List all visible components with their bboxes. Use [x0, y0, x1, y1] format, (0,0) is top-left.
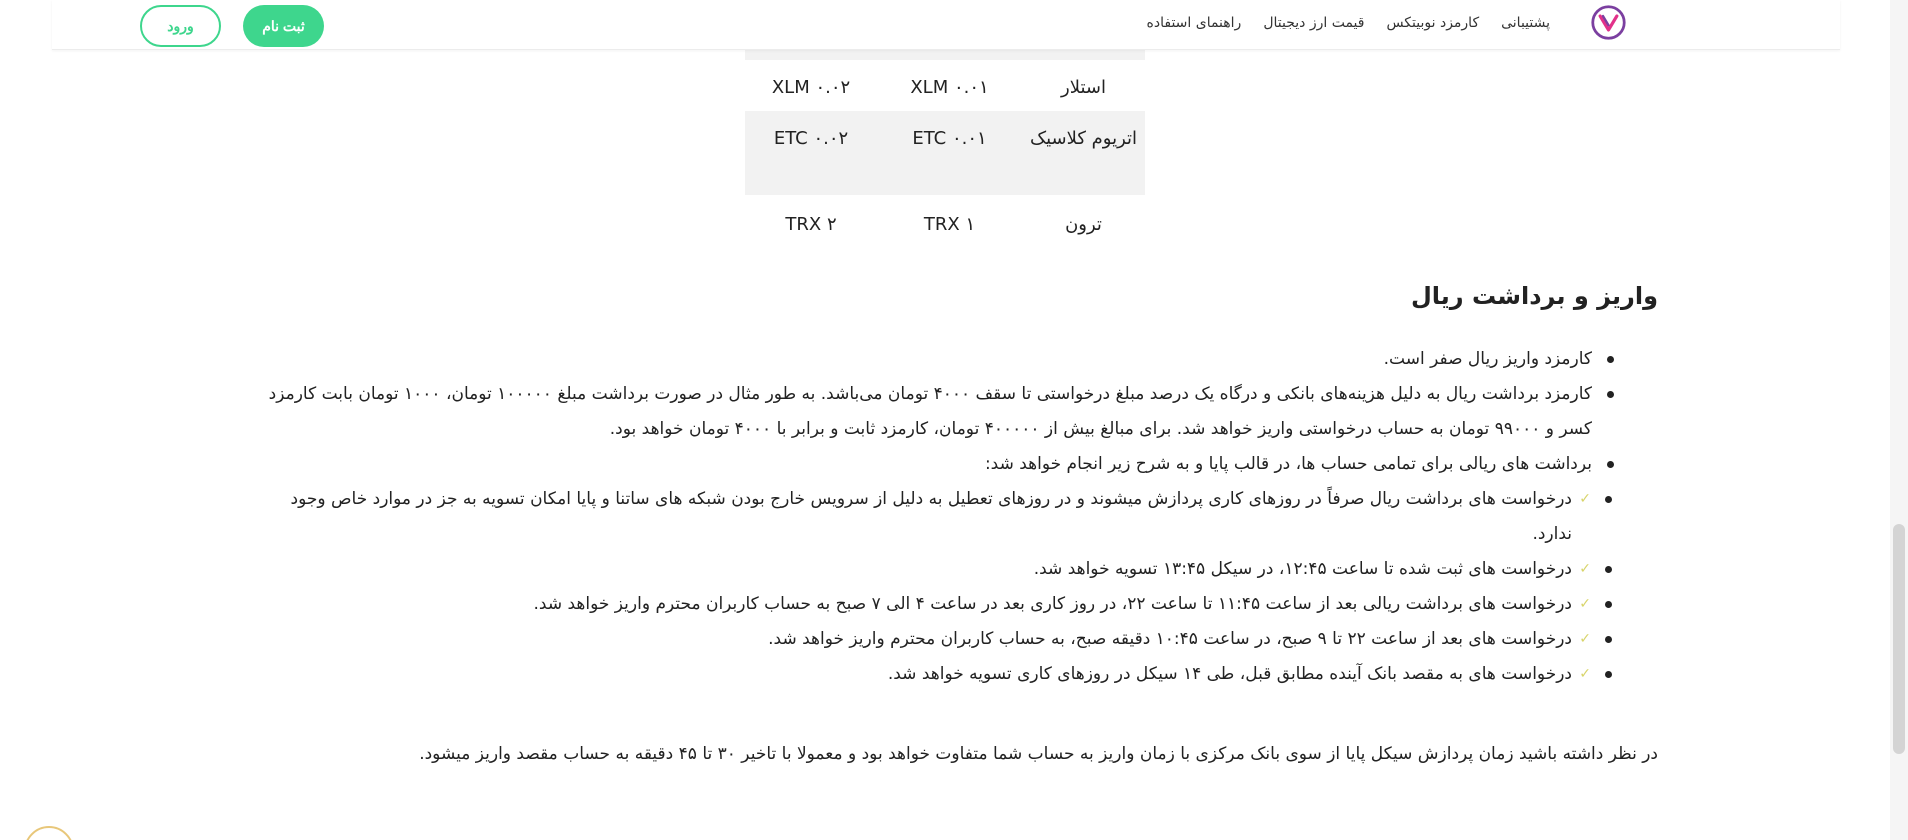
nav-item-guide[interactable]: راهنمای استفاده [1146, 15, 1242, 31]
min-fee-cell: ۰.۰۱ XLM [910, 77, 989, 98]
withdrawal-rules-list [268, 482, 1622, 692]
check-icon: ✓ [1579, 666, 1591, 682]
page-scrollbar[interactable] [1890, 0, 1908, 840]
section-title: واریز و برداشت ریال [1410, 282, 1658, 310]
coin-name-cell: اتریوم کلاسیک [1029, 128, 1138, 149]
list-item-text: درخواست های بعد از ساعت ۲۲ تا ۹ صبح، در ساعت ۱۰:۴۵ دقیقه صبح، به حساب کاربران محترم واریز خواهد شد. [768, 629, 1572, 649]
nobitex-logo-icon[interactable] [1590, 4, 1627, 41]
coin-name-cell: ترون [1065, 214, 1102, 235]
processing-note: در نظر داشته باشید زمان پردازش سیکل پایا از سوی بانک مرکزی با زمان واریز به حساب شما متفاوت خواهد بود و معمولا با تاخیر ۳۰ تا ۴۵ دقیقه به حساب مقصد واریز میشود. [419, 744, 1658, 764]
table-row [745, 111, 1145, 195]
check-icon: ✓ [1579, 561, 1591, 577]
main-nav [1147, 15, 1550, 31]
list-item: کارمزد واریز ریال صفر است. [268, 342, 1622, 377]
list-item-text: درخواست های برداشت ریالی بعد از ساعت ۱۱:۴۵ تا ساعت ۲۲، در روز کاری بعد در ساعت ۴ الی ۷ صبح به حساب کاربران محترم واریز خواهد شد. [533, 594, 1572, 614]
list-item [268, 622, 1622, 657]
list-item: کارمزد برداشت ریال به دلیل هزینه‌های بانکی و درگاه یک درصد مبلغ درخواستی تا سقف ۴۰۰۰ تومان می‌باشد. به طور مثال در صورت برداشت مبلغ ۱۰۰۰۰۰ تومان، ۱۰۰۰ تومان بابت کارمزد کسر و ۹۹۰۰۰ تومان به حساب درخواستی واریز خواهد شد. برای مبالغ بیش از ۴۰۰۰۰۰ تومان، کارمزد ثابت و برابر با ۴۰۰۰ تومان خواهد بود. [268, 377, 1622, 447]
list-item [268, 657, 1622, 692]
list-item: برداشت های ریالی برای تمامی حساب ها، در قالب پایا و به شرح زیر انجام خواهد شد: [268, 447, 1622, 482]
coin-name-cell: استلار [1061, 77, 1106, 98]
signup-button[interactable]: ثبت نام [243, 5, 324, 47]
table-row [745, 195, 1145, 250]
list-item [268, 482, 1622, 552]
fee-cell: ۰.۰۲ ETC [773, 128, 849, 149]
check-icon: ✓ [1579, 631, 1591, 647]
nav-item-fees[interactable]: کارمزد نوبیتکس [1386, 15, 1480, 31]
nav-item-crypto-prices[interactable]: قیمت ارز دیجیتال [1263, 15, 1365, 31]
nav-item-support[interactable]: پشتیبانی [1501, 15, 1550, 31]
min-fee-cell: ۰.۰۱ ETC [912, 128, 987, 149]
table-row [745, 60, 1145, 111]
list-item-text: درخواست های ثبت شده تا ساعت ۱۲:۴۵، در سیکل ۱۳:۴۵ تسویه خواهد شد. [1033, 559, 1572, 579]
withdrawal-fee-table [745, 40, 1145, 250]
site-header [52, 0, 1840, 50]
check-icon: ✓ [1579, 491, 1591, 507]
list-item [268, 587, 1622, 622]
fee-cell: ۲ TRX [785, 214, 837, 235]
list-item-text: درخواست های به مقصد بانک آینده مطابق قبل، طی ۱۴ سیکل در روزهای کاری تسویه خواهد شد. [887, 664, 1572, 684]
scrollbar-thumb[interactable] [1893, 524, 1905, 754]
chat-widget-icon[interactable] [24, 826, 74, 840]
check-icon: ✓ [1579, 596, 1591, 612]
fee-cell: ۰.۰۲ XLM [771, 77, 851, 98]
list-item-text: درخواست های برداشت ریال صرفاً در روزهای کاری پردازش میشوند و در روزهای تعطیل به دلیل از سرویس خارج بودن شبکه های ساتنا و پایا امکان تسویه به جز در موارد خاص وجود ندارد. [290, 489, 1572, 544]
fee-bullet-list [268, 342, 1622, 482]
list-item [268, 552, 1622, 587]
login-button[interactable]: ورود [140, 5, 221, 47]
min-fee-cell: ۱ TRX [923, 214, 976, 235]
article-content [268, 342, 1622, 692]
